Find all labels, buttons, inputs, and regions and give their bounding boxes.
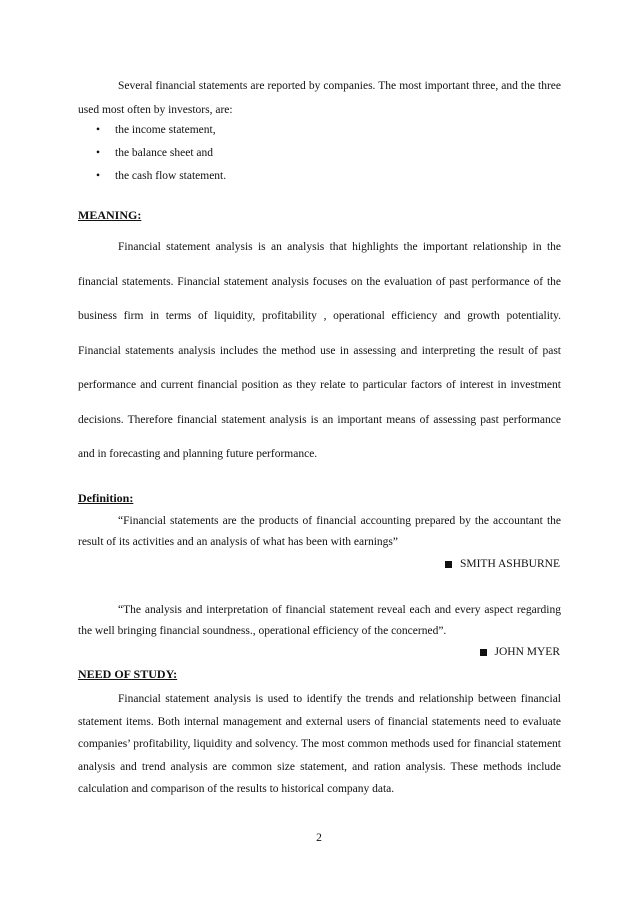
author-name: SMITH ASHBURNE <box>459 558 560 570</box>
square-bullet-icon <box>445 561 452 568</box>
definition-quote-2: “The analysis and interpretation of financial statement reveal each and every aspect regarding the well bringing financial soundness., operational efficiency of the concerned”. <box>78 604 561 637</box>
need-of-study-paragraph: Financial statement analysis is used to identify the trends and relationship between financial statement items. Both internal management and external users of financial statements need to evaluate companies’ profitability, liquidity and solvency. The most common methods used for financial statement analysis and trend analysis are common size statement, and ration analysis. These methods include calculation and comparison of the results to historical company data. <box>78 693 561 795</box>
author-attribution-1 <box>445 558 560 570</box>
need-of-study-heading: NEED OF STUDY: <box>78 667 178 681</box>
intro-paragraph: Several financial statements are reported by companies. The most important three, and the three used most often by investors, are: <box>78 80 561 116</box>
statement-list <box>78 119 561 188</box>
meaning-paragraph: Financial statement analysis is an analysis that highlights the important relationship in the financial statements. Financial statement analysis focuses on the evaluation of past performance of the business firm in terms of liquidity, profitability , operational efficiency and growth potentiality. Financial statements analysis includes the method use in assessing and interpreting the result of past performance and current financial position as they relate to particular factors of interest in investment decisions. Therefore financial statement analysis is an important means of assessing past performance and in forecasting and planning future performance. <box>78 241 561 460</box>
author-name: JOHN MYER <box>494 646 560 658</box>
list-item: • the cash flow statement. <box>78 165 561 188</box>
list-item: • the income statement, <box>78 119 561 142</box>
bullet-icon: • <box>96 124 101 136</box>
list-item: • the balance sheet and <box>78 142 561 165</box>
definition-heading: Definition: <box>78 491 134 505</box>
author-attribution-2 <box>480 646 561 658</box>
meaning-heading: MEANING: <box>78 208 142 222</box>
bullet-icon: • <box>96 147 101 159</box>
page-number: 2 <box>316 832 322 844</box>
square-bullet-icon <box>480 649 487 656</box>
definition-quote-1: “Financial statements are the products of financial accounting prepared by the accountant the result of its activities and an analysis of what has been with earnings” <box>78 515 561 548</box>
bullet-icon: • <box>96 170 101 182</box>
